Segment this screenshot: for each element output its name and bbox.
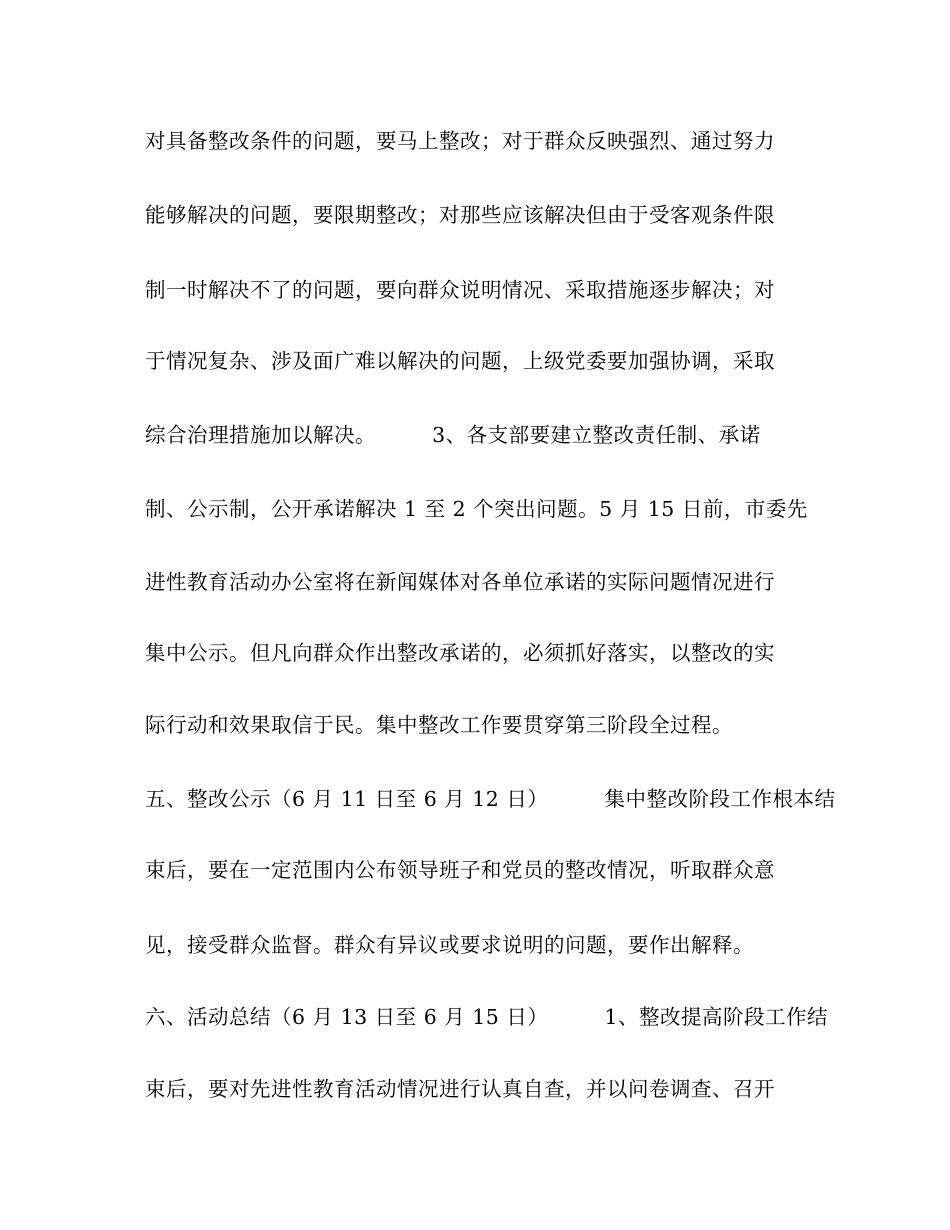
text-line-10: 五、整改公示（6 月 11 日至 6 月 12 日） 集中整改阶段工作根本结 <box>145 787 836 811</box>
text-line-13: 六、活动总结（6 月 13 日至 6 月 15 日） 1、整改提高阶段工作结 <box>145 1005 829 1029</box>
text-line-6: 制、公示制，公开承诺解决 1 至 2 个突出问题。5 月 15 日前，市委先 <box>145 497 808 521</box>
text-line-2: 能够解决的问题，要限期整改；对那些应该解决但由于受客观条件限 <box>145 203 775 227</box>
text-line-11: 束后，要在一定范围内公布领导班子和党员的整改情况，听取群众意 <box>145 858 775 882</box>
text-line-5: 综合治理措施加以解决。 3、各支部要建立整改责任制、承诺 <box>145 423 761 447</box>
text-line-14: 束后，要对先进性教育活动情况进行认真自查，并以问卷调查、召开 <box>145 1077 775 1101</box>
text-line-12: 见，接受群众监督。群众有异议或要求说明的问题，要作出解释。 <box>145 933 754 957</box>
text-line-3: 制一时解决不了的问题，要向群众说明情况、采取措施逐步解决；对 <box>145 278 775 302</box>
text-line-1: 对具备整改条件的问题，要马上整改；对于群众反映强烈、通过努力 <box>145 129 775 153</box>
text-line-4: 于情况复杂、涉及面广难以解决的问题，上级党委要加强协调，采取 <box>145 349 775 373</box>
text-line-7: 进性教育活动办公室将在新闻媒体对各单位承诺的实际问题情况进行 <box>145 570 775 594</box>
text-line-9: 际行动和效果取信于民。集中整改工作要贯穿第三阶段全过程。 <box>145 713 733 737</box>
text-line-8: 集中公示。但凡向群众作出整改承诺的，必须抓好落实，以整改的实 <box>145 641 775 665</box>
